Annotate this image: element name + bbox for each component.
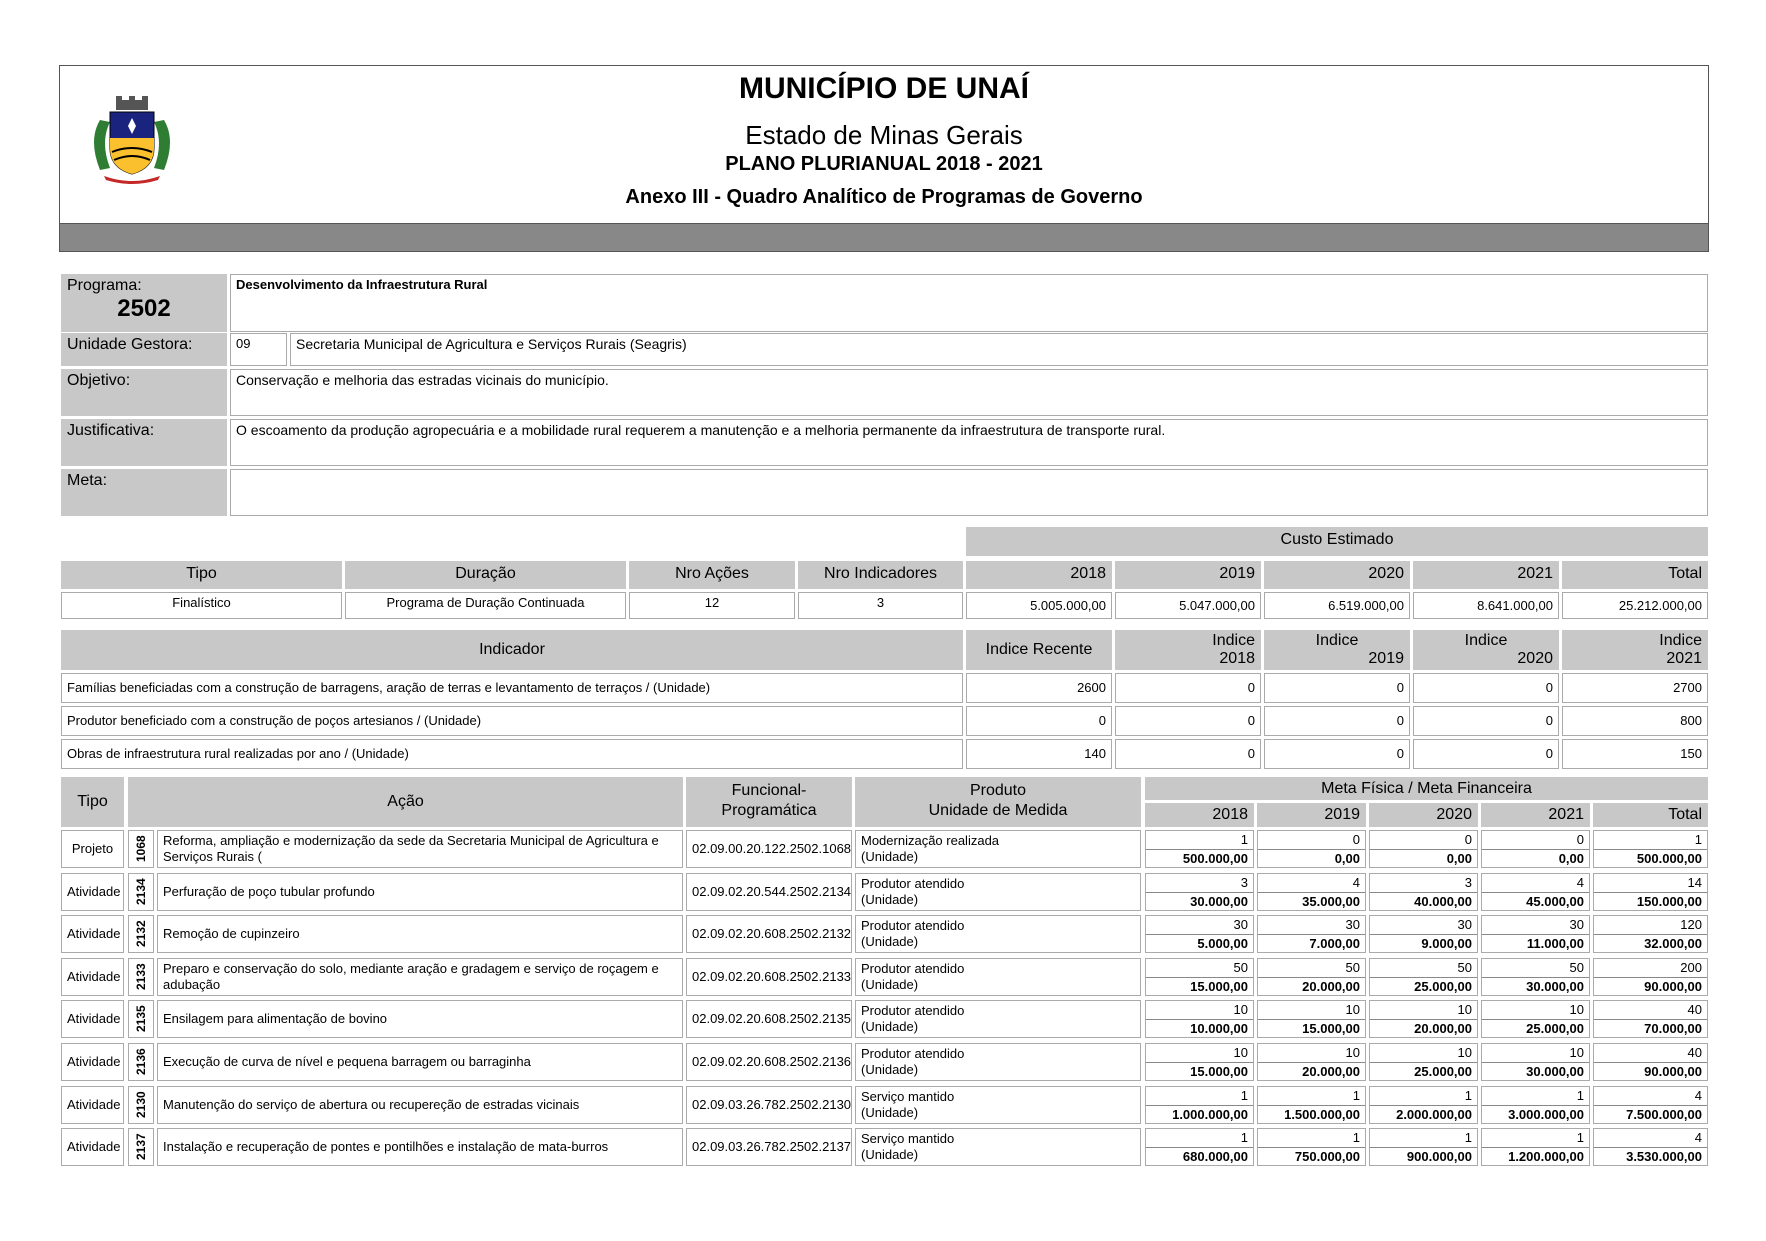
- action-meta-fisica: 200: [1594, 959, 1707, 978]
- action-meta-financeira: 20.000,00: [1302, 1064, 1360, 1079]
- action-meta-financeira: 3.530.000,00: [1626, 1149, 1702, 1164]
- action-description: [157, 915, 683, 953]
- action-header-year-2018: 2018: [1145, 803, 1254, 827]
- action-produto-name: Produtor atendido: [861, 918, 965, 933]
- action-header-year-2021: 2021: [1481, 803, 1590, 827]
- summary-duracao: Programa de Duração Continuada: [345, 592, 626, 619]
- action-tipo: Atividade: [61, 958, 124, 996]
- action-meta-cell: [1593, 915, 1708, 953]
- action-meta-cell: [1257, 915, 1366, 953]
- action-meta-fisica: 1: [1146, 1087, 1253, 1106]
- action-meta-fisica: 1: [1146, 831, 1253, 850]
- action-meta-fisica: 30: [1370, 916, 1477, 935]
- summary-year-2018: 2018: [966, 561, 1112, 589]
- objetivo-text: Conservação e melhoria das estradas vicinais do município.: [230, 369, 1708, 416]
- indicator-value: 140: [966, 739, 1112, 769]
- action-meta-fisica: 1: [1482, 1129, 1589, 1148]
- action-produto-unit: (Unidade): [861, 1062, 919, 1077]
- action-meta-financeira: 750.000,00: [1294, 1149, 1360, 1164]
- action-meta-fisica: 50: [1146, 959, 1253, 978]
- summary-custo-2020: 6.519.000,00: [1264, 592, 1410, 619]
- action-meta-financeira: 900.000,00: [1406, 1149, 1472, 1164]
- action-header-meta: Meta Física / Meta Financeira: [1145, 777, 1708, 800]
- header-plan: PLANO PLURIANUAL 2018 - 2021: [725, 153, 1043, 175]
- action-meta-financeira: 25.000,00: [1414, 1064, 1472, 1079]
- action-description: [157, 958, 683, 996]
- indicator-value: 0: [1264, 706, 1410, 736]
- action-header-produto-1: Produto: [969, 782, 1027, 799]
- custo-estimado-header: Custo Estimado: [966, 527, 1708, 556]
- action-meta-financeira: 70.000,00: [1644, 1021, 1702, 1036]
- action-description-text: Remoção de cupinzeiro: [163, 926, 300, 941]
- action-meta-fisica: 0: [1258, 831, 1365, 850]
- action-description: [157, 1043, 683, 1081]
- action-description-text: Perfuração de poço tubular profundo: [163, 884, 375, 899]
- action-meta-fisica: 14: [1594, 874, 1707, 893]
- action-meta-cell: [1481, 958, 1590, 996]
- meta-label: Meta:: [61, 469, 227, 516]
- action-produto: [855, 1086, 1141, 1124]
- summary-header-nro-indicadores: Nro Indicadores: [798, 561, 963, 589]
- action-produto-unit: (Unidade): [861, 977, 919, 992]
- action-meta-fisica: 0: [1482, 831, 1589, 850]
- action-produto-unit: (Unidade): [861, 849, 919, 864]
- indicator-value: 0: [1115, 706, 1261, 736]
- action-meta-cell: [1145, 1128, 1254, 1166]
- action-description-text: Manutenção do serviço de abertura ou recupereção de estradas vicinais: [163, 1097, 580, 1112]
- summary-header-tipo: Tipo: [61, 561, 342, 589]
- objetivo-label: Objetivo:: [61, 369, 227, 416]
- action-meta-financeira: 25.000,00: [1526, 1021, 1584, 1036]
- action-header-produto: [855, 777, 1141, 827]
- action-meta-cell: [1369, 830, 1478, 868]
- action-meta-fisica: 1: [1370, 1087, 1477, 1106]
- indicator-name: Obras de infraestrutura rural realizadas por ano / (Unidade): [61, 739, 963, 769]
- action-meta-financeira: 30.000,00: [1190, 894, 1248, 909]
- indicator-value: 0: [1115, 739, 1261, 769]
- action-meta-cell: [1145, 958, 1254, 996]
- action-meta-financeira: 1.000.000,00: [1172, 1107, 1248, 1122]
- action-meta-fisica: 10: [1258, 1044, 1365, 1063]
- indicator-2019-year: 2019: [1368, 650, 1404, 667]
- indicator-2021-year: 2021: [1666, 650, 1702, 667]
- action-produto-unit: (Unidade): [861, 1147, 919, 1162]
- action-code: 2136: [128, 1043, 154, 1081]
- summary-custo-2018: 5.005.000,00: [966, 592, 1112, 619]
- action-produto-name: Produtor atendido: [861, 1046, 965, 1061]
- action-produto-name: Produtor atendido: [861, 1003, 965, 1018]
- justificativa-label: Justificativa:: [61, 419, 227, 466]
- action-meta-financeira: 0,00: [1446, 851, 1472, 866]
- action-meta-cell: [1369, 1086, 1478, 1124]
- action-description-text: Preparo e conservação do solo, mediante aração e gradagem e serviço de roçagem e adubação: [163, 961, 659, 992]
- action-meta-financeira: 40.000,00: [1414, 894, 1472, 909]
- indicator-value: 0: [1413, 739, 1559, 769]
- action-meta-fisica: 10: [1258, 1001, 1365, 1020]
- programa-label: Programa:: [67, 277, 142, 294]
- action-code: 2133: [128, 958, 154, 996]
- action-produto-name: Produtor atendido: [861, 961, 965, 976]
- indicator-value: 0: [1115, 673, 1261, 703]
- header-subtitle: Estado de Minas Gerais: [745, 120, 1023, 150]
- summary-nro-acoes: 12: [629, 592, 795, 619]
- indicator-2018-header: [1115, 630, 1261, 670]
- unidade-label: Unidade Gestora:: [61, 333, 227, 366]
- action-meta-financeira: 11.000,00: [1526, 936, 1584, 951]
- programa-code: 2502: [117, 295, 171, 322]
- action-header-funcional: [686, 777, 852, 827]
- indicator-2021-word: Indice: [1659, 632, 1702, 649]
- action-meta-cell: [1481, 1128, 1590, 1166]
- action-meta-financeira: 45.000,00: [1526, 894, 1584, 909]
- action-description: [157, 1128, 683, 1166]
- action-meta-financeira: 90.000,00: [1644, 979, 1702, 994]
- action-meta-financeira: 30.000,00: [1526, 1064, 1584, 1079]
- action-meta-cell: [1481, 1043, 1590, 1081]
- action-produto: [855, 958, 1141, 996]
- justificativa-text: O escoamento da produção agropecuária e a mobilidade rural requerem a manutenção e a melhoria permanente da infraestrutura de transporte rural.: [230, 419, 1708, 466]
- action-code: 2135: [128, 1000, 154, 1038]
- action-meta-fisica: 0: [1370, 831, 1477, 850]
- action-meta-financeira: 150.000,00: [1636, 894, 1702, 909]
- indicator-2020-year: 2020: [1517, 650, 1553, 667]
- action-produto-unit: (Unidade): [861, 1019, 919, 1034]
- action-meta-financeira: 32.000,00: [1644, 936, 1702, 951]
- action-meta-fisica: 1: [1258, 1087, 1365, 1106]
- indicator-header: Indicador: [61, 630, 963, 670]
- action-tipo: Projeto: [61, 830, 124, 868]
- action-meta-cell: [1593, 1086, 1708, 1124]
- action-meta-financeira: 2.000.000,00: [1396, 1107, 1472, 1122]
- unidade-code: 09: [230, 333, 287, 366]
- action-produto-name: Produtor atendido: [861, 876, 965, 891]
- indicator-value: 2700: [1562, 673, 1708, 703]
- action-meta-cell: [1593, 1043, 1708, 1081]
- action-meta-financeira: 1.200.000,00: [1508, 1149, 1584, 1164]
- action-produto-unit: (Unidade): [861, 892, 919, 907]
- action-meta-cell: [1481, 1000, 1590, 1038]
- action-produto: [855, 1000, 1141, 1038]
- action-meta-cell: [1145, 873, 1254, 911]
- action-code: 2130: [128, 1086, 154, 1124]
- action-meta-fisica: 3: [1146, 874, 1253, 893]
- meta-text: [230, 469, 1708, 516]
- action-funcional: 02.09.03.26.782.2502.2130: [686, 1086, 852, 1124]
- indicator-2020-header: [1413, 630, 1559, 670]
- action-meta-financeira: 15.000,00: [1190, 979, 1248, 994]
- summary-custo-total: 25.212.000,00: [1562, 592, 1708, 619]
- action-meta-cell: [1369, 873, 1478, 911]
- action-produto-name: Serviço mantido: [861, 1089, 955, 1104]
- action-header-funcional-1: Funcional-: [731, 782, 807, 799]
- action-meta-financeira: 0,00: [1558, 851, 1584, 866]
- action-header-year-2020: 2020: [1369, 803, 1478, 827]
- summary-year-total: Total: [1562, 561, 1708, 589]
- action-meta-financeira: 25.000,00: [1414, 979, 1472, 994]
- action-meta-fisica: 30: [1482, 916, 1589, 935]
- action-meta-fisica: 1: [1482, 1087, 1589, 1106]
- action-meta-cell: [1145, 1086, 1254, 1124]
- unidade-name: Secretaria Municipal de Agricultura e Serviços Rurais (Seagris): [290, 333, 1708, 366]
- action-meta-fisica: 10: [1146, 1001, 1253, 1020]
- action-produto: [855, 1128, 1141, 1166]
- action-meta-financeira: 7.500.000,00: [1626, 1107, 1702, 1122]
- action-description: [157, 1086, 683, 1124]
- action-tipo: Atividade: [61, 1128, 124, 1166]
- indicator-name: Famílias beneficiadas com a construção de barragens, aração de terras e levantamento de terraços / (Unidade): [61, 673, 963, 703]
- summary-tipo: Finalístico: [61, 592, 342, 619]
- action-header-produto-2: Unidade de Medida: [928, 802, 1068, 819]
- action-meta-financeira: 30.000,00: [1526, 979, 1584, 994]
- action-meta-cell: [1369, 1000, 1478, 1038]
- action-meta-cell: [1593, 873, 1708, 911]
- action-funcional: 02.09.00.20.122.2502.1068: [686, 830, 852, 868]
- action-meta-fisica: 4: [1258, 874, 1365, 893]
- indicator-value: 150: [1562, 739, 1708, 769]
- indicator-2019-header: [1264, 630, 1410, 670]
- action-funcional: 02.09.02.20.608.2502.2132: [686, 915, 852, 953]
- action-meta-financeira: 5.000,00: [1197, 936, 1248, 951]
- action-code: 1068: [128, 830, 154, 868]
- header-annex: Anexo III - Quadro Analítico de Programas de Governo: [625, 186, 1143, 208]
- action-meta-fisica: 1: [1594, 831, 1707, 850]
- action-meta-financeira: 20.000,00: [1302, 979, 1360, 994]
- action-produto-unit: (Unidade): [861, 934, 919, 949]
- action-meta-fisica: 40: [1594, 1044, 1707, 1063]
- action-meta-financeira: 35.000,00: [1302, 894, 1360, 909]
- action-meta-cell: [1369, 1128, 1478, 1166]
- action-meta-cell: [1369, 915, 1478, 953]
- action-meta-cell: [1145, 1043, 1254, 1081]
- action-produto: [855, 915, 1141, 953]
- action-meta-fisica: 40: [1594, 1001, 1707, 1020]
- action-meta-financeira: 680.000,00: [1182, 1149, 1248, 1164]
- action-header-acao: Ação: [128, 777, 683, 827]
- action-meta-fisica: 1: [1370, 1129, 1477, 1148]
- programa-name: Desenvolvimento da Infraestrutura Rural: [230, 274, 1708, 332]
- action-meta-fisica: 1: [1258, 1129, 1365, 1148]
- action-meta-cell: [1481, 915, 1590, 953]
- action-meta-financeira: 3.000.000,00: [1508, 1107, 1584, 1122]
- action-description: [157, 1000, 683, 1038]
- indicator-value: 0: [966, 706, 1112, 736]
- action-meta-cell: [1369, 1043, 1478, 1081]
- summary-year-2020: 2020: [1264, 561, 1410, 589]
- action-tipo: Atividade: [61, 873, 124, 911]
- action-meta-cell: [1481, 1086, 1590, 1124]
- action-meta-financeira: 20.000,00: [1414, 1021, 1472, 1036]
- action-meta-cell: [1481, 830, 1590, 868]
- action-header-tipo: Tipo: [61, 777, 124, 827]
- header-gray-strip: [59, 223, 1709, 252]
- action-meta-fisica: 1: [1146, 1129, 1253, 1148]
- action-meta-fisica: 30: [1146, 916, 1253, 935]
- action-meta-financeira: 0,00: [1334, 851, 1360, 866]
- action-meta-financeira: 500.000,00: [1182, 851, 1248, 866]
- action-description-text: Reforma, ampliação e modernização da sede da Secretaria Municipal de Agricultura e Serviços Rurais (: [163, 833, 659, 864]
- action-meta-cell: [1257, 830, 1366, 868]
- action-meta-cell: [1257, 873, 1366, 911]
- action-meta-fisica: 4: [1482, 874, 1589, 893]
- action-tipo: Atividade: [61, 1043, 124, 1081]
- action-meta-financeira: 500.000,00: [1636, 851, 1702, 866]
- action-code: 2134: [128, 873, 154, 911]
- action-meta-cell: [1593, 1000, 1708, 1038]
- programa-label-cell: [61, 274, 227, 332]
- action-meta-fisica: 3: [1370, 874, 1477, 893]
- action-code: 2137: [128, 1128, 154, 1166]
- action-produto: [855, 830, 1141, 868]
- indicator-value: 0: [1413, 706, 1559, 736]
- action-header-funcional-2: Programática: [721, 802, 817, 819]
- action-meta-fisica: 50: [1482, 959, 1589, 978]
- action-meta-financeira: 9.000,00: [1421, 936, 1472, 951]
- action-description: [157, 873, 683, 911]
- summary-year-2021: 2021: [1413, 561, 1559, 589]
- action-meta-cell: [1257, 1128, 1366, 1166]
- indicator-value: 0: [1413, 673, 1559, 703]
- action-funcional: 02.09.03.26.782.2502.2137: [686, 1128, 852, 1166]
- action-funcional: 02.09.02.20.608.2502.2136: [686, 1043, 852, 1081]
- action-meta-cell: [1257, 1043, 1366, 1081]
- summary-header-duracao: Duração: [345, 561, 626, 589]
- action-funcional: 02.09.02.20.608.2502.2135: [686, 1000, 852, 1038]
- action-meta-financeira: 15.000,00: [1190, 1064, 1248, 1079]
- action-header-year-total: Total: [1593, 803, 1708, 827]
- action-produto: [855, 1043, 1141, 1081]
- action-meta-fisica: 30: [1258, 916, 1365, 935]
- action-tipo: Atividade: [61, 915, 124, 953]
- action-funcional: 02.09.02.20.544.2502.2134: [686, 873, 852, 911]
- action-meta-financeira: 15.000,00: [1302, 1021, 1360, 1036]
- action-meta-fisica: 50: [1370, 959, 1477, 978]
- action-meta-cell: [1145, 830, 1254, 868]
- summary-custo-2019: 5.047.000,00: [1115, 592, 1261, 619]
- action-meta-fisica: 10: [1370, 1044, 1477, 1063]
- action-meta-cell: [1593, 830, 1708, 868]
- summary-custo-2021: 8.641.000,00: [1413, 592, 1559, 619]
- action-meta-fisica: 10: [1482, 1044, 1589, 1063]
- indicator-2021-header: [1562, 630, 1708, 670]
- action-meta-fisica: 4: [1594, 1129, 1707, 1148]
- action-header-year-2019: 2019: [1257, 803, 1366, 827]
- action-meta-financeira: 90.000,00: [1644, 1064, 1702, 1079]
- action-tipo: Atividade: [61, 1086, 124, 1124]
- action-meta-fisica: 120: [1594, 916, 1707, 935]
- indicator-name: Produtor beneficiado com a construção de poços artesianos / (Unidade): [61, 706, 963, 736]
- header-title: MUNICÍPIO DE UNAÍ: [738, 72, 1029, 105]
- indicator-2019-word: Indice: [1315, 632, 1359, 649]
- action-meta-cell: [1481, 873, 1590, 911]
- summary-year-2019: 2019: [1115, 561, 1261, 589]
- action-produto: [855, 873, 1141, 911]
- action-produto-unit: (Unidade): [861, 1105, 919, 1120]
- action-meta-financeira: 1.500.000,00: [1284, 1107, 1360, 1122]
- indicator-2018-word: Indice: [1212, 632, 1255, 649]
- indicator-2020-word: Indice: [1464, 632, 1508, 649]
- action-meta-fisica: 10: [1482, 1001, 1589, 1020]
- action-meta-cell: [1257, 958, 1366, 996]
- action-meta-cell: [1145, 1000, 1254, 1038]
- action-meta-cell: [1369, 958, 1478, 996]
- action-produto-name: Modernização realizada: [861, 833, 1000, 848]
- action-meta-fisica: 50: [1258, 959, 1365, 978]
- action-description-text: Ensilagem para alimentação de bovino: [163, 1011, 388, 1026]
- action-meta-cell: [1593, 1128, 1708, 1166]
- action-description-text: Execução de curva de nível e pequena barragem ou barraginha: [163, 1054, 531, 1069]
- action-meta-fisica: 4: [1594, 1087, 1707, 1106]
- action-meta-cell: [1145, 915, 1254, 953]
- action-description-text: Instalação e recuperação de pontes e pontilhões e instalação de mata-burros: [163, 1139, 609, 1154]
- summary-header-nro-acoes: Nro Ações: [629, 561, 795, 589]
- indicator-2018-year: 2018: [1219, 650, 1255, 667]
- action-funcional: 02.09.02.20.608.2502.2133: [686, 958, 852, 996]
- indicator-value: 800: [1562, 706, 1708, 736]
- indicator-value: 0: [1264, 673, 1410, 703]
- action-meta-fisica: 10: [1370, 1001, 1477, 1020]
- action-meta-fisica: 10: [1146, 1044, 1253, 1063]
- action-meta-financeira: 7.000,00: [1309, 936, 1360, 951]
- indicator-value: 0: [1264, 739, 1410, 769]
- action-meta-financeira: 10.000,00: [1190, 1021, 1248, 1036]
- action-produto-name: Serviço mantido: [861, 1131, 955, 1146]
- indicator-value: 2600: [966, 673, 1112, 703]
- action-code: 2132: [128, 915, 154, 953]
- action-meta-cell: [1257, 1086, 1366, 1124]
- action-meta-cell: [1593, 958, 1708, 996]
- indicator-recent-header: Indice Recente: [966, 630, 1112, 670]
- action-tipo: Atividade: [61, 1000, 124, 1038]
- action-meta-cell: [1257, 1000, 1366, 1038]
- action-description: [157, 830, 683, 868]
- summary-nro-indicadores: 3: [798, 592, 963, 619]
